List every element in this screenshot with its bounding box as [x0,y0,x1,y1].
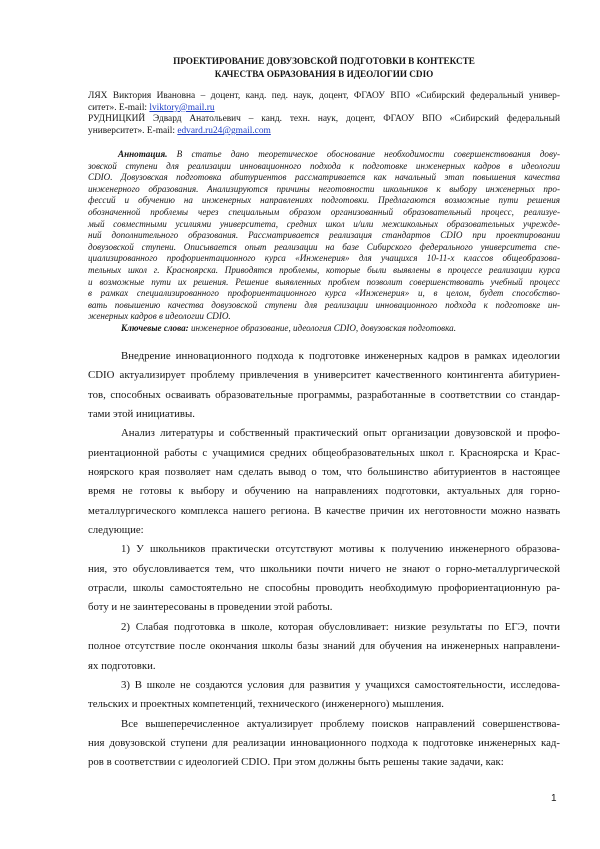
body-line: ния, это обусловливается тем, что школьники почти ничего не знают о горно-металлургической [88,562,560,575]
body-line: CDIO актуализирует проблему привлечения в университет качественного контингента абитуриен- [88,369,560,382]
abstract-label: Аннотация. [118,149,168,159]
title-line: КАЧЕСТВА ОБРАЗОВАНИЯ В ИДЕОЛОГИИ CDIO [214,68,434,79]
keywords-text: инженерное образование, идеология CDIO, довузовская подготовка. [190,322,456,333]
abstract-line: тельных школ г. Красноярска. Приводятся проблемы, которые были выявлены в процессе реализации курса [88,264,560,275]
body-line: боту и не заинтересованы в проведении этой работы. [88,601,333,614]
body-paragraph [88,424,560,540]
body-paragraph [88,540,560,617]
title-line: ПРОЕКТИРОВАНИЕ ДОВУЗОВСКОЙ ПОДГОТОВКИ В КОНТЕКСТЕ [173,56,475,66]
abstract-block [88,149,560,335]
abstract-line: обозначенной проблемы через специальным образом организованный образовательный процесс, реализуе- [88,206,560,217]
author-line [88,103,560,115]
author-affiliation-end: университет». E-mail: [88,126,175,137]
body-line: тов, способных осваивать образовательные программы, разработанные в соответствии со стандар- [88,388,560,401]
author-line: ЛЯХ Виктория Ивановна – доцент, канд. пед. наук, доцент, ФГАОУ ВПО «Сибирский федеральный универ- [88,91,560,101]
page-number: 1 [551,793,557,804]
body-line: Анализ литературы и собственный практический опыт организации довузовской и профо- [121,427,560,440]
body-paragraph [88,715,560,773]
body-line: тами этой инициативы. [88,408,195,421]
body-text [88,347,560,773]
author-block [88,91,560,138]
body-line: Внедрение инновационного подхода к подготовке инженерных кадров в рамках идеологии [121,350,560,362]
body-line: ях подготовки. [88,659,156,672]
body-line: время не готовы к выбору и обучению на направлениях подготовки, актуальных для горно- [88,485,560,498]
abstract-line: фессий и обучению на инженерных направлениях подготовки. Предлагаются возможные пути решения [88,195,560,206]
body-paragraph [88,347,560,424]
body-line: ния довузовской ступени для реализации инновационного подхода к подготовке инженерных кад- [88,736,560,749]
body-line: риентационной работы с учащимися средних общеобразовательных школ г. Красноярска и Крас- [88,446,560,459]
author-email-link[interactable]: edvard.ru24@gmail.com [177,126,271,137]
abstract-text: В статье дано теоретическое обоснование необходимости совершенствования дову- [176,149,560,159]
body-line: 3) В школе не создаются условия для развития у учащихся самостоятельности, исследова- [121,678,560,691]
body-line: тельских и проектных компетенций, технического (инженерного) мышления. [88,698,444,711]
paper-title [88,55,560,80]
abstract-line: ний дополнительного образования. Рассматривается реализация стандартов CDIO при проектировании [88,230,560,241]
body-line: металлургического комплекса нашего региона. В качестве причин их неготовности можно назвать [88,504,560,517]
author-line: РУДНИЦКИЙ Эдвард Анатольевич – канд. техн. наук, доцент, ФГАОУ ВПО «Сибирский федеральный [88,114,560,125]
body-paragraph [88,618,560,676]
abstract-line: циализированного профориентационного курса «Инженерия» для учащихся 10-11-х классов общеобразова- [88,253,560,264]
body-line: отрасли, школы самостоятельно не способны проводить необходимую профориентационную ра- [88,582,560,595]
abstract-line [88,149,560,161]
author-affiliation-end: ситет». E-mail: [88,102,148,113]
abstract-line: инженерного образования. Анализируются причины неготовности школьников к выбору инженерных про- [88,183,560,194]
body-line: 2) Слабая подготовка в школе, которая обусловливает: низкие результаты по ЕГЭ, почти [121,620,560,633]
abstract-line: женерных кадров в идеологии CDIO. [88,311,231,322]
abstract-line: зовской ступени для реализации инновационного подхода к подготовке инженерных кадров в идеологии [88,160,560,171]
abstract-line: CDIO. Довузовская подготовка абитуриентов рассматривается как начальный этап повышения качества [88,172,560,183]
keywords-line [88,323,560,335]
body-line: ноярского края позволяет нам сделать вывод о том, что большинство абитуриентов в настоящее [88,466,560,479]
author-email-link[interactable]: lviktory@mail.ru [149,102,215,113]
abstract-line: довузовской ступени. Описывается опыт реализации на базе Сибирского федерального университета спе- [88,241,560,252]
abstract-line: и возможные пути их решения. Решение выявленных проблем позволит совершенствовать учебный процесс [88,276,560,287]
author-line [88,126,560,138]
body-line: следующие: [88,524,144,537]
body-paragraph [88,676,560,715]
body-line: ров в соответствии с идеологией CDIO. При этом должны быть решены такие задачи, как: [88,756,504,769]
abstract-line: мый совместными усилиями университета, средних школ и/или межшкольных образовательных учрежде- [88,218,560,229]
abstract-line: в рамках специализированного профориентационного курса «Инженерия» и, в целом, будет способство- [88,288,560,299]
body-line: Все вышеперечисленное актуализирует проблему поисков направлений совершенствова- [121,717,560,730]
abstract-line: вать повышению качества довузовской ступени для реализации инновационного подхода к подготовке ин- [88,299,560,310]
body-line: 1) У школьников практически отсутствуют мотивы к получению инженерного образова- [121,543,560,556]
body-line: полное отсутствие после окончания школы базы знаний для обучения на инженерных направлени- [88,640,560,653]
keywords-label: Ключевые слова: [121,322,189,333]
